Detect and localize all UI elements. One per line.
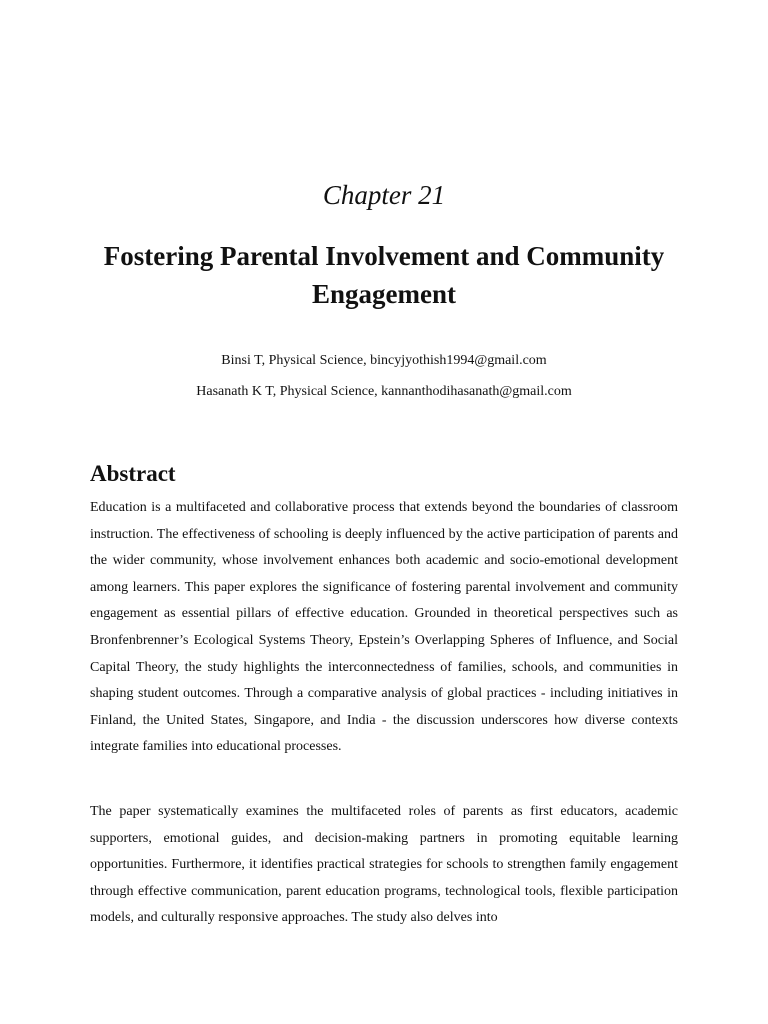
- chapter-title: Fostering Parental Involvement and Community Engagement: [103, 241, 665, 309]
- author-line-2: Hasanath K T, Physical Science, kannanthodihasanath@gmail.com: [196, 384, 572, 399]
- chapter-label: Chapter 21: [322, 180, 446, 210]
- abstract-paragraph-1: Education is a multifaceted and collaborative process that extends beyond the boundaries of classroom instruction. The effectiveness of schooling is deeply influenced by the active participation of parents and the wider community, whose involvement enhances both academic and socio-emotional development among learners. This paper explores the significance of fostering parental involvement and community engagement as essential pillars of effective education. Grounded in theoretical perspectives such as Bronfenbrenner’s Ecological Systems Theory, Epstein’s Overlapping Spheres of Influence, and Social Capital Theory, the study highlights the interconnectedness of families, schools, and communities in shaping student outcomes. Through a comparative analysis of global practices - including initiatives in Finland, the United States, Singapore, and India - the discussion underscores how diverse contexts integrate families into educational processes.: [90, 500, 678, 755]
- abstract-paragraph-2: The paper systematically examines the multifaceted roles of parents as first educators, academic supporters, emotional guides, and decision-making partners in promoting equitable learning opportunities. Furthermore, it identifies practical strategies for schools to strengthen family engagement through effective communication, parent education programs, technological tools, flexible participation models, and culturally responsive approaches. The study also delves into: [90, 804, 678, 926]
- author-line-1: Binsi T, Physical Science, bincyjyothish1994@gmail.com: [221, 353, 547, 368]
- abstract-heading: Abstract: [90, 461, 176, 486]
